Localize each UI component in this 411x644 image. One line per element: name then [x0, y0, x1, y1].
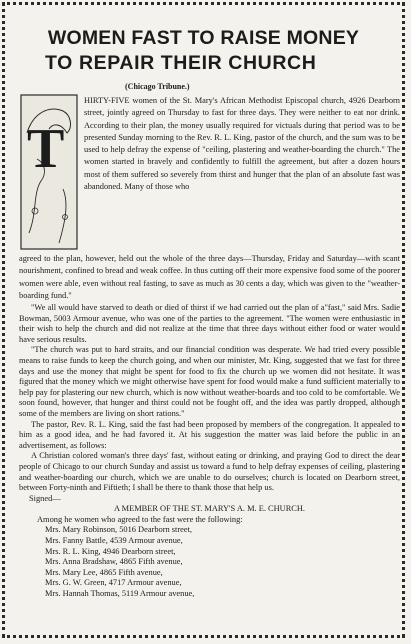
member-item: Mrs. Mary Lee, 4865 Fifth avenue,: [45, 567, 163, 577]
paragraph: "The church was put to hard straits, and our financial condition was desperate. We had tried every possible means to raise funds to keep the church going, and when our minister, Mr. King, suggested that we fast for three days and use the money that might be spent for food to fix the church up we women did not hesitate. It was figured that the money which we might otherwise have spent for food would make a fund sufficient materially to help pay for plastering our new church, which is now without weather-boards and too cold to be comfortable. We soon found, however, that hunger and thirst could not be fought off, and the idea was partly dropped, although some of the members are living on short rations.": [19, 345, 400, 418]
member-item: Mrs. Fanny Battle, 4539 Armour avenue,: [45, 536, 183, 546]
article-body: [19, 303, 400, 600]
headline-line-2: TO REPAIR THEIR CHURCH: [45, 52, 317, 74]
lead-paragraph: HIRTY-FIVE women of the St. Mary's African Methodist Episcopal church, 4926 Dearborn street, jointly agreed on Thursday to fast for three days. They were neither to eat nor drink. According to their plan, the money usually required for victuals during that period was to be presented Sunday morning to the Rev. R. L. King, pastor of the church, and the sum was to be used to help defray the expense of "ceiling, plastering and weather-boarding the church." The women started in bravely and confidently to fulfill the agreement, but after a dozen hours most of them suffered so severely from thirst and hunger that the plan of an absolute fast was abandoned. Many of those who: [84, 96, 400, 192]
member-item: Mrs. Hannah Thomas, 5119 Armour avenue,: [45, 589, 195, 599]
attribution: A MEMBER OF THE ST. MARY'S A. M. E. CHURCH.: [113, 504, 306, 514]
dateline: (Chicago Tribune.): [125, 82, 190, 91]
member-item: Mrs. G. W. Green, 4717 Armour avenue,: [45, 578, 182, 588]
paragraph: "We all would have starved to death or died of thirst if we had carried out the plan of a"fast," said Mrs. Sadie Bowman, 5003 Armour avenue, who was one of the parties to the agreement. "The women were enthusiastic in their wish to help the church and did not realize at the time that three days without either food or water would have serious results.: [19, 303, 400, 344]
paragraph: The pastor, Rev. R. L. King, said the fast had been proposed by members of the congregation. It appealed to him as a good idea, and he had favored it. At his suggestion the matter was laid before the public in an advertisement, as follows:: [19, 419, 400, 450]
paragraph: A Christian colored woman's three days' fast, without eating or drinking, and praying God to direct the dear people of Chicago to our church Sunday and assist us toward a fund to help defray expenses of ceiling, plastering and weather-boarding our church, which we are unable to do ourselves; church is located on Dearborn street, between Forty-ninth and Fiftieth; I shall be there to thank those that help us.: [19, 451, 400, 493]
headline-line-1: WOMEN FAST TO RAISE MONEY: [47, 27, 360, 49]
article-border: [2, 2, 405, 638]
initial-letter-glyph: T: [27, 118, 65, 180]
decorated-initial-letter: [19, 93, 79, 251]
signed-line: Signed—: [29, 493, 61, 503]
member-item: Mrs. Mary Robinson, 5016 Dearborn street,: [45, 525, 193, 535]
member-item: Mrs. R. L. King, 4946 Dearborn street,: [45, 546, 176, 556]
member-item: Mrs. Anna Bradshaw, 4865 Fifth avenue,: [45, 557, 183, 567]
lead-paragraph-continued: agreed to the plan, however, held out the whole of the three days—Thursday, Friday and Saturday—with scant nourishment, confined to bread and weak coffee. In thus cutting off their more expensive food some of the poorer women were able, even without real fasting, to save as much as 30 cents a day, which was given to the "weather-boarding fund.": [19, 254, 400, 300]
members-intro: Among he women who agreed to the fast were the following:: [37, 514, 243, 524]
